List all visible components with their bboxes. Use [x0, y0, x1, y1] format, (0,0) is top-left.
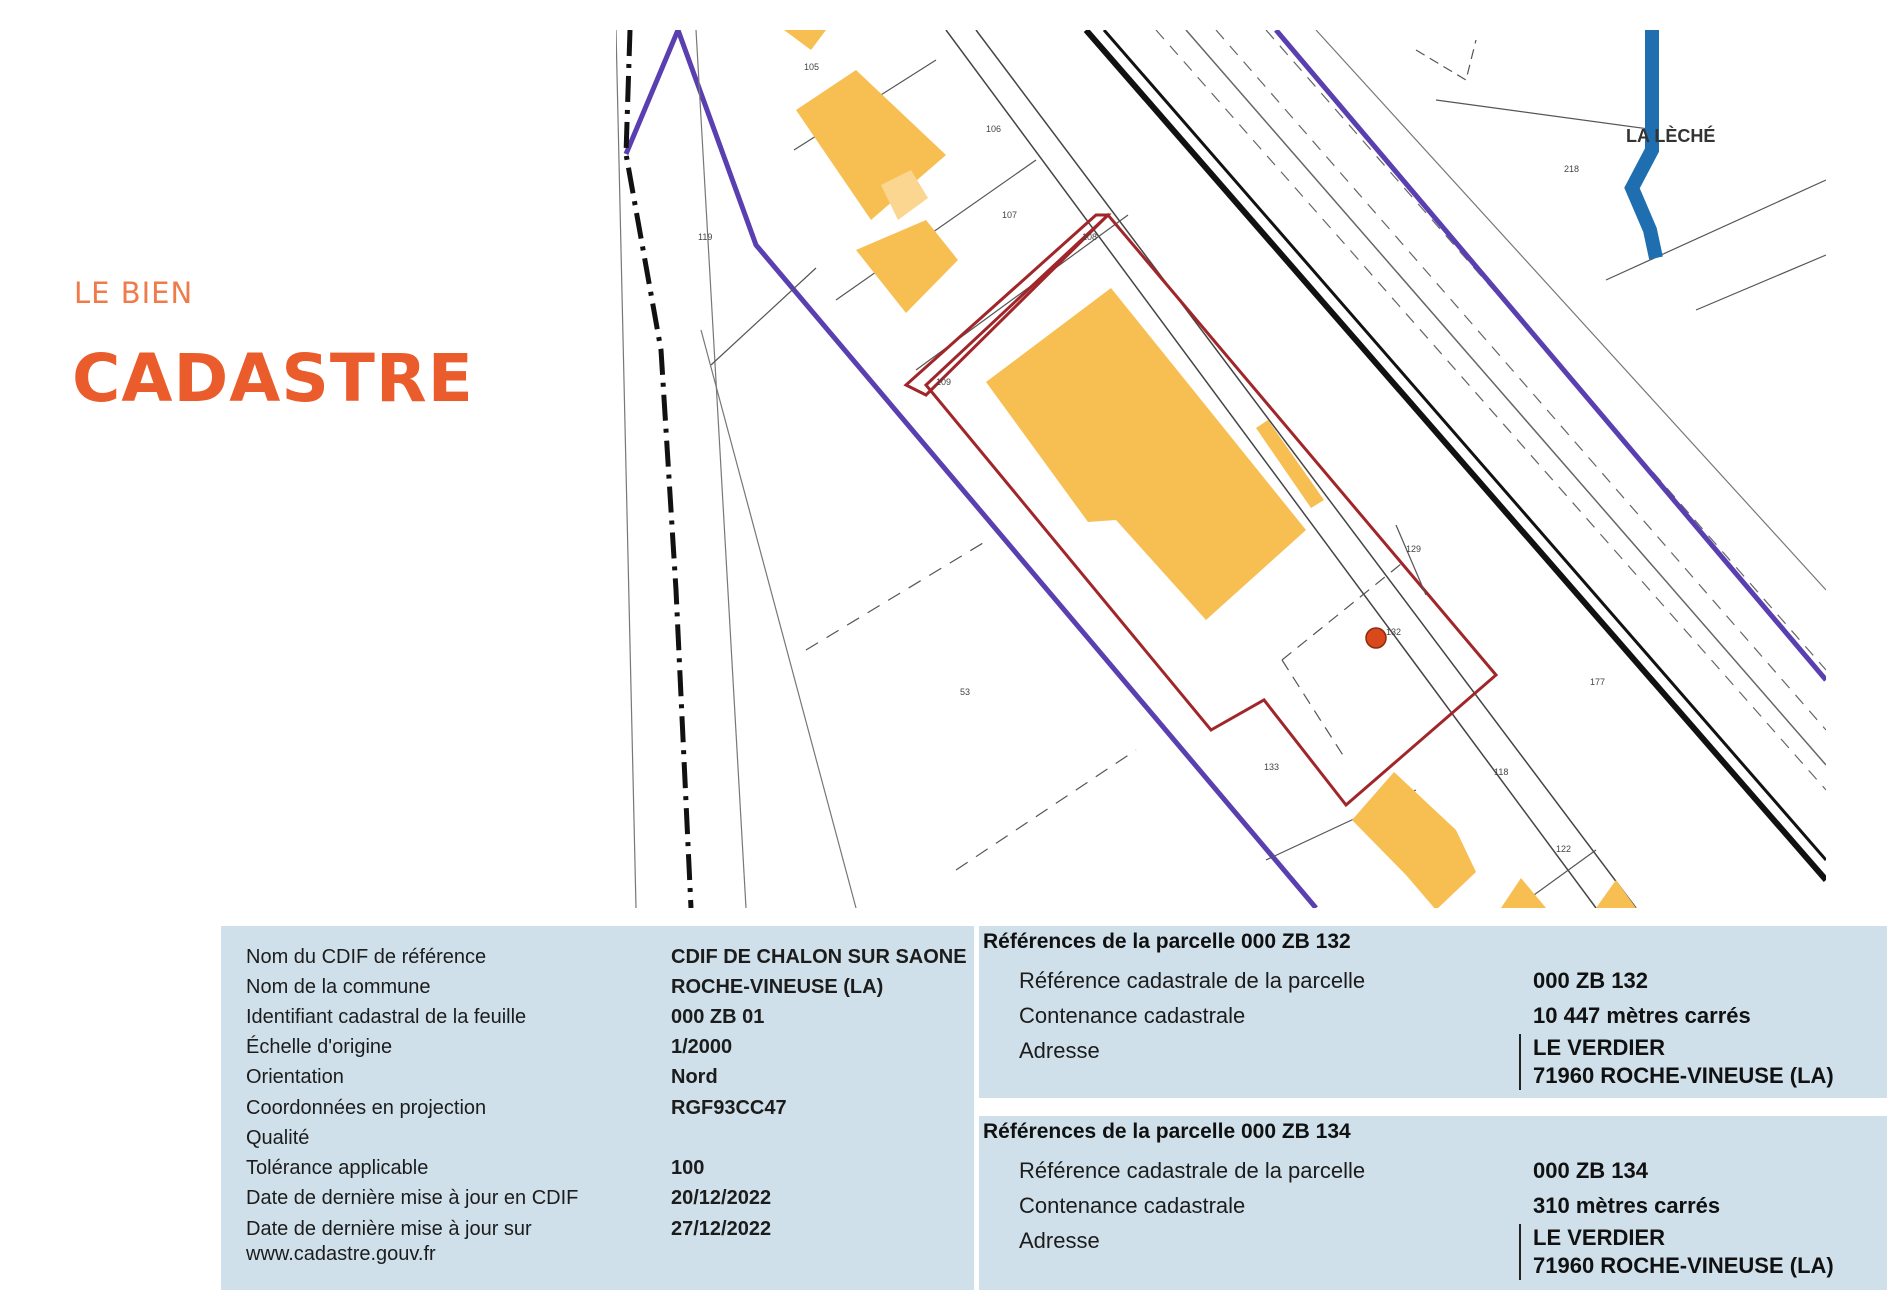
address-label: Adresse	[1019, 1228, 1100, 1253]
sheet-info-label-line: Nom de la commune	[246, 976, 431, 998]
parcel-number: 133	[1264, 762, 1280, 772]
sheet-info-label	[246, 1066, 344, 1089]
sheet-info-value: 100	[671, 1157, 705, 1179]
area-label: Contenance cadastrale	[1019, 1003, 1246, 1028]
address-line: 71960 ROCHE-VINEUSE (LA)	[1533, 1063, 1834, 1088]
sheet-info-label	[246, 1036, 392, 1059]
sheet-info-label-line: Nom du CDIF de référence	[246, 946, 487, 968]
sheet-info-label-line: Échelle d'origine	[246, 1036, 393, 1058]
location-marker	[1366, 628, 1386, 648]
parcel-number: 129	[1406, 544, 1422, 554]
section-eyebrow: LE BIEN	[74, 276, 194, 310]
sheet-info-value: ROCHE-VINEUSE (LA)	[671, 976, 884, 998]
page-title: CADASTRE	[72, 340, 474, 417]
ref-value: 000 ZB 134	[1533, 1158, 1648, 1183]
parcel-number: 132	[1386, 627, 1402, 637]
sheet-info-label-line: Tolérance applicable	[246, 1157, 429, 1179]
address-value	[1519, 1034, 1834, 1090]
parcel-number: 109	[936, 377, 952, 387]
parcel-panel-134	[979, 1116, 1887, 1290]
parcel-number: 53	[960, 687, 971, 697]
ref-label: Référence cadastrale de la parcelle	[1019, 968, 1366, 993]
sheet-info-label	[246, 1006, 526, 1029]
sheet-info-value: 27/12/2022	[671, 1218, 772, 1240]
sheet-info-label-line: Qualité	[246, 1127, 310, 1149]
parcel-number: 106	[986, 124, 1002, 134]
sheet-info-value: 20/12/2022	[671, 1187, 772, 1209]
ref-label: Référence cadastrale de la parcelle	[1019, 1158, 1366, 1183]
sheet-info-label	[246, 946, 486, 969]
address-value	[1519, 1224, 1834, 1280]
area-value: 10 447 mètres carrés	[1533, 1003, 1751, 1028]
place-label: LA LÈCHÉ	[1626, 126, 1716, 146]
address-line: LE VERDIER	[1533, 1225, 1666, 1250]
sheet-info-label-line: www.cadastre.gouv.fr	[246, 1243, 436, 1265]
sheet-info-label	[246, 1157, 428, 1180]
ref-value: 000 ZB 132	[1533, 968, 1648, 993]
area-value: 310 mètres carrés	[1533, 1193, 1721, 1218]
sheet-info-value: Nord	[671, 1066, 718, 1088]
sheet-info-value: RGF93CC47	[671, 1097, 787, 1119]
parcel-number: 105	[804, 62, 820, 72]
sheet-info-label-line: Date de dernière mise à jour en CDIF	[246, 1187, 579, 1209]
sheet-info-value: 000 ZB 01	[671, 1006, 765, 1028]
sheet-info-label	[246, 1127, 309, 1150]
parcel-number: 218	[1564, 164, 1580, 174]
sheet-info-value: CDIF DE CHALON SUR SAONE	[671, 946, 967, 968]
parcel-number: 108	[1082, 232, 1098, 242]
sheet-info-label	[246, 1218, 532, 1266]
parcel-title: Références de la parcelle 000 ZB 132	[983, 930, 1351, 953]
parcel-number: 122	[1556, 844, 1572, 854]
sheet-info-label-line: Coordonnées en projection	[246, 1097, 487, 1119]
sheet-info-label	[246, 1097, 486, 1120]
parcel-number: 118	[1494, 767, 1509, 777]
sheet-info-label-line: Date de dernière mise à jour sur	[246, 1218, 532, 1240]
sheet-info-value: 1/2000	[671, 1036, 733, 1058]
parcel-number: 107	[1002, 210, 1018, 220]
address-label: Adresse	[1019, 1038, 1100, 1063]
parcel-number: 119	[698, 232, 713, 242]
sheet-info-panel	[221, 926, 974, 1290]
sheet-info-label	[246, 1187, 578, 1210]
sheet-info-label-line: Orientation	[246, 1066, 344, 1088]
address-line: 71960 ROCHE-VINEUSE (LA)	[1533, 1253, 1834, 1278]
parcel-number: 177	[1590, 677, 1606, 687]
parcel-panel-132	[979, 926, 1887, 1098]
address-line: LE VERDIER	[1533, 1035, 1666, 1060]
area-label: Contenance cadastrale	[1019, 1193, 1246, 1218]
parcel-title: Références de la parcelle 000 ZB 134	[983, 1120, 1351, 1143]
cadastral-map	[616, 30, 1826, 908]
sheet-info-label-line: Identifiant cadastral de la feuille	[246, 1006, 527, 1028]
sheet-info-label	[246, 976, 431, 999]
